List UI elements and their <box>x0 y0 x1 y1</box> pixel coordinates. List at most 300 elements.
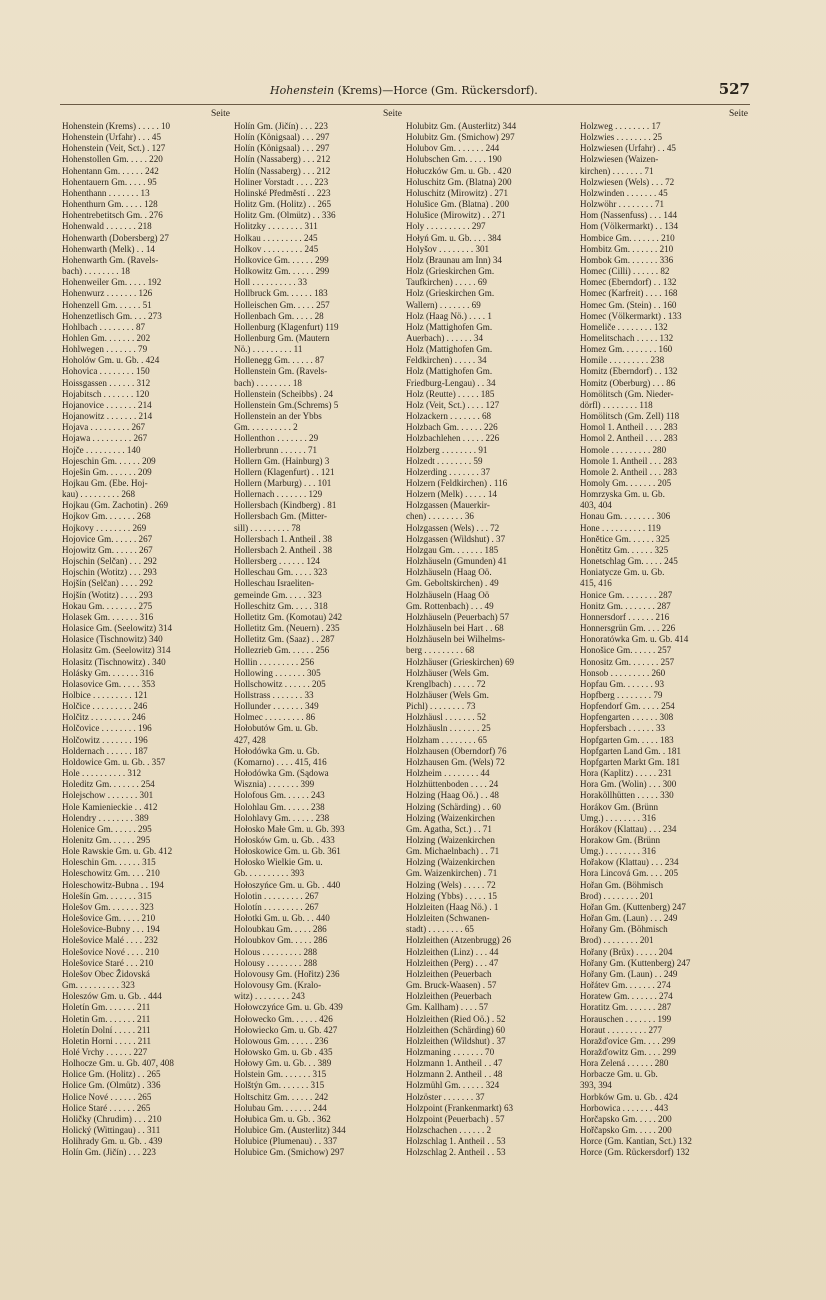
index-entry: Holzbachlehen . . . . . 226 <box>406 433 500 444</box>
index-entry: Holzmaning . . . . . . . 70 <box>406 1046 495 1057</box>
index-entry: Gm. Rottenbach) . . . 49 <box>406 600 494 611</box>
index-entry: Hojava . . . . . . . . . 267 <box>62 422 146 433</box>
index-entry: Holešín Gm. . . . . . . 315 <box>62 890 152 901</box>
index-entry: Hořany Gm. (Laun) . . 249 <box>580 968 678 979</box>
index-entry: Holice Nové . . . . . . 265 <box>62 1091 152 1102</box>
index-entry: Holleischen Gm. . . . . 257 <box>234 299 330 310</box>
index-entry: Hohenweiler Gm. . . . . 192 <box>62 277 162 288</box>
column-heading <box>406 108 574 121</box>
index-entry: Hollschowitz . . . . . . 205 <box>234 678 326 689</box>
index-entry: Holiner Vorstadt . . . . 223 <box>234 176 329 187</box>
index-entry: Hombitz Gm. . . . . . . 210 <box>580 243 674 254</box>
index-entry: Hohlwegen . . . . . . . 79 <box>62 344 148 355</box>
index-entry: Holetin Horni . . . . . 211 <box>62 1035 152 1046</box>
index-entry: Hollersbach 2. Antheil . 38 <box>234 544 332 555</box>
index-entry: Horbacze Gm. u. Gb. <box>580 1069 658 1080</box>
index-entry: Homole 2. Antheil . . . 283 <box>580 466 677 477</box>
index-entry: Holofous Gm. . . . . . 243 <box>234 790 325 801</box>
index-entry: Hołyń Gm. u. Gb. . . . 384 <box>406 232 502 243</box>
index-entry: Homelitschach . . . . . 132 <box>580 332 674 343</box>
index-entry: Holzleiten (Schwanen- <box>406 913 490 924</box>
index-entry: Gm. Michaelnbach) . . 71 <box>406 846 500 857</box>
index-entry: Hollern (Klagenfurt) . . 121 <box>234 466 335 477</box>
index-entry: Gm. Geboltskirchen) . 49 <box>406 578 499 589</box>
index-column-3 <box>406 108 574 1208</box>
index-entry: Holín (Königsaal) . . . 297 <box>234 143 330 154</box>
index-entry: Holasitz Gm. (Seelowitz) 314 <box>62 645 171 656</box>
index-entry: Hołuczków Gm. u. Gb. . 420 <box>406 165 512 176</box>
index-entry: Hořany Gm. (Böhmisch <box>580 924 668 935</box>
index-entry: Hollern (Marburg) . . . 101 <box>234 478 332 488</box>
index-entry: Hollern Gm. (Hainburg) 3 <box>234 455 330 466</box>
index-entry: Holejschow . . . . . . . 301 <box>62 790 154 801</box>
index-entry: Honitz Gm. . . . . . . . 287 <box>580 600 671 611</box>
index-entry: Holzwiesen (Urfahr) . . 45 <box>580 143 676 154</box>
index-entry: Holzwinden . . . . . . . 45 <box>580 187 668 198</box>
index-entry: Hořakow (Klattau) . . . 234 <box>580 857 679 868</box>
index-entry: Holzackern . . . . . . . 68 <box>406 411 492 422</box>
index-entry: Krenglbach) . . . . . 72 <box>406 678 486 689</box>
index-entry: Hořan Gm. (Kuttenberg) 247 <box>580 901 686 912</box>
index-entry: Holzhäuseln (Peuerbach) 57 <box>406 611 510 622</box>
index-entry: Holz (Reutte) . . . . . 185 <box>406 388 495 399</box>
index-entry: Hohenwarth Gm. (Ravels- <box>62 254 159 265</box>
index-entry: Holštýn Gm. . . . . . . 315 <box>234 1080 325 1091</box>
index-entry: Holeditz Gm. . . . . . . 254 <box>62 779 155 790</box>
index-entry: Holičky (Chrudim) . . . 210 <box>62 1113 162 1124</box>
index-entry: Nö.) . . . . . . . . . 11 <box>234 344 303 355</box>
index-entry: kau) . . . . . . . . . 268 <box>62 489 135 500</box>
index-entry: Horbków Gm. u. Gb. . 424 <box>580 1091 678 1102</box>
index-entry: Holzing (Waizenkirchen <box>406 812 495 823</box>
index-entry: Hołodówka Gm. (Sądowa <box>234 768 329 779</box>
index-entry: Homec (Völkermarkt) . 133 <box>580 310 682 321</box>
index-entry: Hole Rawskie Gm. u. Gb. 412 <box>62 846 173 857</box>
index-entry: sill) . . . . . . . . . 78 <box>234 522 301 533</box>
index-entry: Holzing (Waizenkirchen <box>406 835 495 845</box>
index-entry: Holín Gm. (Jičín) . . . 223 <box>62 1147 156 1158</box>
index-entry: Gm. Bruck-Waasen) . 57 <box>406 980 497 991</box>
index-entry: Holuschitz Gm. (Blatna) 200 <box>406 176 512 187</box>
index-entry: Holkowitz Gm. . . . . . 299 <box>234 266 330 277</box>
index-entry: Holzhäuseln (Gmunden) 41 <box>406 556 508 567</box>
index-entry: Hohentauern Gm. . . . . 95 <box>62 176 157 187</box>
index-entry: Holzing (Schärding) . . 60 <box>406 801 501 812</box>
index-entry: Hopfgarten Gm. . . . . 183 <box>580 734 674 745</box>
index-entry: Hojkovy . . . . . . . . 269 <box>62 522 147 533</box>
index-entry: Holetin Gm. . . . . . . 211 <box>62 1013 151 1024</box>
index-entry: Holy . . . . . . . . . . 297 <box>406 221 486 232</box>
index-entry: Holasitz (Tischnowitz) . 340 <box>62 656 166 667</box>
index-entry: Homec (Cilli) . . . . . . 82 <box>580 266 670 277</box>
index-entry: Holušice (Mirowitz) . . 271 <box>406 210 506 221</box>
index-entry: Holowous Gm. . . . . . 236 <box>234 1035 329 1046</box>
index-entry: Holice Gm. (Olmütz) . 336 <box>62 1080 161 1091</box>
index-entry: Horákov Gm. (Brünn <box>580 801 659 812</box>
index-entry: Hohenthann . . . . . . . 13 <box>62 187 150 198</box>
index-entry: Hollenstein (Scheibbs) . 24 <box>234 388 334 399</box>
index-entry: Gb. . . . . . . . . . 393 <box>234 868 305 879</box>
index-entry: Honsob . . . . . . . . . 260 <box>580 667 666 678</box>
index-entry: Hojowitz Gm. . . . . . 267 <box>62 544 153 555</box>
index-entry: Holzedt . . . . . . . . 59 <box>406 455 483 466</box>
index-entry: Hohenstein (Urfahr) . . . 45 <box>62 132 161 143</box>
index-entry: Holleschitz Gm. . . . . 318 <box>234 600 328 611</box>
index-entry: Hohenwurz . . . . . . . 126 <box>62 288 153 299</box>
index-entry: Holice Gm. (Holitz) . . 265 <box>62 1069 161 1080</box>
index-entry: Hohenwarth (Melk) . . 14 <box>62 243 155 254</box>
index-entry: 415, 416 <box>580 578 612 589</box>
index-entry: Hom (Nassenfuss) . . . 144 <box>580 210 677 221</box>
index-entry: Holohlau Gm. . . . . . 238 <box>234 801 325 812</box>
index-entry: Hopfendorf Gm. . . . . 254 <box>580 701 675 712</box>
index-entry: Holletitz Gm. (Neuern) . 235 <box>234 623 340 634</box>
index-entry: Holzhäuseln (Haag Oö. <box>406 567 492 578</box>
index-entry: Hohenstein (Krems) . . . . . 10 <box>62 121 171 131</box>
index-entry: Holzleithen (Peuerbach <box>406 968 492 979</box>
index-entry: Holešovice Nové . . . . 210 <box>62 946 159 957</box>
index-entry: Hollenegg Gm. . . . . . 87 <box>234 355 325 366</box>
running-head-italic: Hohenstein <box>270 84 335 97</box>
index-entry: Hom (Völkermarkt) . . 134 <box>580 221 678 232</box>
index-entry: Honětice Gm. . . . . . 325 <box>580 533 670 544</box>
index-entry: Hollerbrunn . . . . . . 71 <box>234 444 318 455</box>
index-entry: Hołowy Gm. u. Gb. . . 389 <box>234 1058 332 1069</box>
index-entry: Hojšín (Selčan) . . . . 292 <box>62 578 153 589</box>
index-entry: Honiatycze Gm. u. Gb. <box>580 567 665 578</box>
index-entry: Holzleithen (Wildshut) . 37 <box>406 1035 506 1046</box>
index-entry: Hohlbach . . . . . . . . 87 <box>62 321 146 332</box>
index-entry: Hořčapsko Gm. . . . . 200 <box>580 1125 672 1136</box>
index-entry: Holubov Gm. . . . . . . 244 <box>406 143 500 154</box>
index-entry: Horákov (Klattau) . . . 234 <box>580 823 677 834</box>
index-entry: Holzhäusln . . . . . . . 25 <box>406 723 491 734</box>
index-entry: Hořan Gm. (Böhmisch <box>580 879 664 890</box>
index-entry: Holetín Gm. . . . . . . 211 <box>62 1002 151 1013</box>
index-entry: Holzberg . . . . . . . . 91 <box>406 444 488 455</box>
index-entry: Holčice . . . . . . . . . 246 <box>62 701 148 712</box>
index-entry: Holzleithen (Linz) . . . 44 <box>406 946 499 957</box>
index-entry: Honice Gm. . . . . . . . 287 <box>580 589 673 600</box>
index-entry: stadt) . . . . . . . . 65 <box>406 924 474 935</box>
index-entry: Holdernach . . . . . . 187 <box>62 745 148 756</box>
column-heading: Seite <box>729 109 748 119</box>
index-entry: Holzwöhr . . . . . . . . 71 <box>580 199 665 210</box>
index-column-4 <box>580 108 748 1208</box>
index-entry: Gm. Agatha, Sct.) . . 71 <box>406 823 492 834</box>
index-entry: Hollersbach 1. Antheil . 38 <box>234 533 332 544</box>
index-entry: Homec Gm. (Stein) . . 160 <box>580 299 677 310</box>
index-entry: Hojanovice . . . . . . . 214 <box>62 399 152 410</box>
index-entry: Holzern (Melk) . . . . . 14 <box>406 489 497 500</box>
index-entry: Hohenwarth (Dobersberg) 27 <box>62 232 169 243</box>
index-entry: Honoratówka Gm. u. Gb. 414 <box>580 634 689 645</box>
index-entry: dörfl) . . . . . . . . 118 <box>580 399 653 410</box>
index-entry: Holbice . . . . . . . . . 121 <box>62 689 148 700</box>
index-entry: Hojeschin Gm. . . . . . 209 <box>62 455 156 466</box>
index-entry: 427, 428 <box>234 734 266 745</box>
index-entry: Holotín . . . . . . . . . 267 <box>234 901 319 912</box>
index-entry: Holenitz Gm. . . . . . 295 <box>62 835 151 845</box>
index-entry: Horce (Gm. Kantian, Sct.) 132 <box>580 1136 692 1147</box>
index-entry: Holasice Gm. (Seelowitz) 314 <box>62 623 173 634</box>
running-head-rest: (Krems)—Horce (Gm. Rückersdorf). <box>334 84 538 97</box>
index-entry: Holitz Gm. (Holitz) . . 265 <box>234 199 331 210</box>
index-entry: Holihrady Gm. u. Gb. . 439 <box>62 1136 163 1147</box>
index-entry: Hohlen Gm. . . . . . . 202 <box>62 332 151 343</box>
index-entry: Umg.) . . . . . . . . 316 <box>580 846 656 857</box>
index-entry: Hołowsko Gm. u. Gb . 435 <box>234 1046 333 1057</box>
index-entry: Honětitz Gm. . . . . . 325 <box>580 544 669 555</box>
index-entry: Holz (Braunau am Inn) 34 <box>406 254 502 265</box>
index-entry: Holleschau Gm. . . . . 323 <box>234 567 328 578</box>
index-entry: Holušice Gm. (Blatna) . 200 <box>406 199 510 210</box>
index-entry: Hora Zelená . . . . . . 280 <box>580 1058 669 1069</box>
index-entry: Holzheim . . . . . . . . 44 <box>406 768 490 779</box>
index-entry: Umg.) . . . . . . . . 316 <box>580 812 656 823</box>
index-entry: Hopfgarten Markt Gm. 181 <box>580 756 681 767</box>
index-entry: Holmec . . . . . . . . . 86 <box>234 712 316 723</box>
index-entry: Holzwies . . . . . . . . 25 <box>580 132 663 143</box>
index-entry: Honošice Gm. . . . . . 257 <box>580 645 672 656</box>
index-entry: Homitz (Eberndorf) . . 132 <box>580 366 678 377</box>
index-entry: bach) . . . . . . . . 18 <box>62 266 130 277</box>
running-head <box>270 84 538 97</box>
index-entry: Hollowing . . . . . . . 305 <box>234 667 321 678</box>
index-entry: Honositz Gm. . . . . . . 257 <box>580 656 675 667</box>
index-entry: Horatitz Gm. . . . . . . 287 <box>580 1002 672 1013</box>
index-entry: Holl . . . . . . . . . . 33 <box>234 277 308 288</box>
index-entry: Holzhausen Gm. (Wels) 72 <box>406 756 505 767</box>
index-entry: Holzwiesen (Wels) . . . 72 <box>580 176 675 187</box>
index-entry: Holásky Gm. . . . . . . 316 <box>62 667 154 678</box>
index-entry: Holčovice . . . . . . . . 196 <box>62 723 152 734</box>
index-entry: Friedburg-Lengau) . . 34 <box>406 377 496 388</box>
index-entry: Holkovice Gm. . . . . . 299 <box>234 254 329 265</box>
index-entry: Honnersdorf . . . . . . 216 <box>580 611 670 622</box>
index-entry: gemeinde Gm. . . . . 323 <box>234 589 322 600</box>
index-entry: Hollersbach (Kindberg) . 81 <box>234 500 337 511</box>
index-entry: Holoubkov Gm. . . . . 286 <box>234 935 328 946</box>
index-entry: Hora (Kaplitz) . . . . . 231 <box>580 768 672 779</box>
index-entry: Hokau Gm. . . . . . . . 275 <box>62 600 153 611</box>
index-entry: Holz (Grieskirchen Gm. <box>406 266 495 277</box>
index-entry: Holzpoint (Frankenmarkt) 63 <box>406 1102 514 1113</box>
index-entry: Holinské Předměstí . . 223 <box>234 187 331 198</box>
index-entry: Holzhäusl . . . . . . . 52 <box>406 712 487 723</box>
index-entry: Holzern (Feldkirchen) . 116 <box>406 478 508 488</box>
index-entry: Hollenstein Gm. (Ravels- <box>234 366 328 377</box>
index-entry: Holendry . . . . . . . . 389 <box>62 812 149 823</box>
index-entry: Holzgassen (Wels) . . . 72 <box>406 522 500 533</box>
index-entry: Hohenwald . . . . . . . 218 <box>62 221 152 232</box>
index-entry: Hoissgassen . . . . . . 312 <box>62 377 151 388</box>
index-entry: Hohenstollen Gm. . . . . 220 <box>62 154 163 165</box>
index-entry: Holzham . . . . . . . . 65 <box>406 734 488 745</box>
index-entry: Homez Gm. . . . . . . . 160 <box>580 344 673 355</box>
index-columns <box>62 108 750 1208</box>
index-entry: Homölitsch (Gm. Nieder- <box>580 388 674 399</box>
index-entry: Holzerding . . . . . . . 37 <box>406 466 491 477</box>
index-entry: Honetschlag Gm. . . . . 245 <box>580 556 678 567</box>
index-entry: Holzhüttenboden . . . . 24 <box>406 779 499 790</box>
index-entry: Hołosko Wielkie Gm. u. <box>234 857 323 868</box>
index-entry: Hojšín (Wotitz) . . . . 293 <box>62 589 153 600</box>
index-entry: Homoly Gm. . . . . . . 205 <box>580 478 672 488</box>
index-entry: Hohentrebetitsch Gm. . 276 <box>62 210 163 221</box>
index-entry: Hollenstein an der Ybbs <box>234 411 322 422</box>
index-entry: Hopfersbach . . . . . . 33 <box>580 723 666 734</box>
index-entry: Holzing (Wels) . . . . . 72 <box>406 879 496 890</box>
index-entry: Holzleithen (Perg) . . . 47 <box>406 957 499 968</box>
index-entry: Hopfau Gm. . . . . . . 93 <box>580 678 665 689</box>
index-entry: Holasek Gm. . . . . . . 316 <box>62 611 154 622</box>
index-entry: Hollernach . . . . . . . 129 <box>234 489 323 500</box>
index-entry: Holzhäuser (Grieskirchen) 69 <box>406 656 515 667</box>
index-entry: Hołobutów Gm. u. Gb. <box>234 723 318 734</box>
index-entry: Holešov Gm. . . . . . . 323 <box>62 901 154 912</box>
index-entry: Holkau . . . . . . . . . 245 <box>234 232 318 243</box>
index-entry: Hohenzell Gm. . . . . . 51 <box>62 299 152 310</box>
index-entry: Holz (Haag Nö.) . . . . 1 <box>406 310 492 321</box>
index-entry: Horažďowitz Gm. . . . 299 <box>580 1046 677 1057</box>
index-entry: Hojschin (Selčan) . . . 292 <box>62 556 157 567</box>
index-entry: Holzhäuseln bei Hart . . 68 <box>406 623 504 634</box>
index-entry: Holovousy Gm. (Hořitz) 236 <box>234 968 340 979</box>
column-heading: Seite <box>383 109 402 119</box>
index-column-1 <box>62 108 230 1208</box>
index-entry: Hollunder . . . . . . . 349 <box>234 701 319 712</box>
index-entry: Holzmühl Gm. . . . . . 324 <box>406 1080 500 1091</box>
index-entry: Holenice Gm. . . . . . 295 <box>62 823 152 834</box>
index-entry: Honnersgrün Gm. . . . 226 <box>580 623 676 634</box>
index-entry: Homitz (Oberburg) . . . 86 <box>580 377 676 388</box>
index-entry: Holzpoint (Peuerbach) . 57 <box>406 1113 505 1124</box>
index-entry: bach) . . . . . . . . 18 <box>234 377 302 388</box>
index-entry: Feldkirchen) . . . . . 34 <box>406 355 487 366</box>
index-entry: Hołodówka Gm. u. Gb. <box>234 745 320 756</box>
index-entry: Horaköllhütten . . . . . 330 <box>580 790 674 801</box>
index-entry: Hojawa . . . . . . . . . 267 <box>62 433 148 444</box>
index-entry: Holovousy Gm. (Kralo- <box>234 980 322 991</box>
index-entry: Holitzky . . . . . . . . 311 <box>234 221 318 232</box>
index-entry: Holzing (Waizenkirchen <box>406 857 495 868</box>
index-entry: Holz (Mattighofen Gm. <box>406 366 493 377</box>
index-entry: Holzing (Ybbs) . . . . . 15 <box>406 890 497 901</box>
index-entry: Hollenbach Gm. . . . . 28 <box>234 310 324 321</box>
index-entry: Holický (Wittingau) . . 311 <box>62 1125 161 1136</box>
index-entry: Holohlavy Gm. . . . . . 238 <box>234 812 330 823</box>
index-entry: witz) . . . . . . . . 243 <box>234 991 305 1002</box>
index-entry: Taufkirchen) . . . . . 69 <box>406 277 487 288</box>
index-entry: Holz (Mattighofen Gm. <box>406 321 493 332</box>
index-entry: Gm. Kallham) . . . . 57 <box>406 1002 489 1013</box>
index-entry: Holzhausen (Oberndorf) 76 <box>406 745 507 756</box>
index-entry: Holzing (Haag Oö.) . . 48 <box>406 790 499 801</box>
index-entry: Hojanowitz . . . . . . . 214 <box>62 411 153 422</box>
index-entry: Hopfberg . . . . . . . . 79 <box>580 689 663 700</box>
index-entry: Holdowice Gm. u. Gb. . 357 <box>62 756 166 767</box>
index-entry: Homeliče . . . . . . . . 132 <box>580 321 668 332</box>
index-entry: Homec (Eberndorf) . . 132 <box>580 277 677 288</box>
index-entry: Hołubica Gm. u. Gb. . 362 <box>234 1113 331 1124</box>
index-entry: Holz (Grieskirchen Gm. <box>406 288 495 299</box>
index-column-2 <box>234 108 402 1208</box>
index-entry: Hopfengarten . . . . . . 308 <box>580 712 674 723</box>
index-entry: Hollin . . . . . . . . . 256 <box>234 656 315 667</box>
index-entry: Holubice (Plumenau) . . 337 <box>234 1136 338 1147</box>
index-entry: Hoješin Gm. . . . . . . 209 <box>62 466 152 477</box>
index-entry: Holetín Dolní . . . . . 211 <box>62 1024 151 1035</box>
index-entry: Horakow Gm. (Brünn <box>580 835 661 845</box>
index-entry: Holasice (Tischnowitz) 340 <box>62 634 163 645</box>
index-entry: Hone . . . . . . . . . . 119 <box>580 522 661 533</box>
index-entry: Hořany (Brüx) . . . . . 204 <box>580 946 673 957</box>
index-entry: Hollbruck Gm. . . . . . 183 <box>234 288 328 299</box>
index-entry: Holoubkau Gm. . . . . 286 <box>234 924 327 935</box>
column-heading: Seite <box>211 109 230 119</box>
index-entry: Hohovica . . . . . . . . 150 <box>62 366 150 377</box>
index-entry: Holleschau Israeliten- <box>234 578 315 589</box>
index-entry: Gm. Waizenkirchen) . 71 <box>406 868 498 879</box>
index-entry: Holzschachen . . . . . . 2 <box>406 1125 492 1136</box>
index-entry: Homole 1. Antheil . . . 283 <box>580 455 677 466</box>
index-entry: Horauschen . . . . . . . 199 <box>580 1013 672 1024</box>
index-entry: Holín (Nassaberg) . . . 212 <box>234 154 331 165</box>
index-entry: Holzleithen (Ried Oö.) . 52 <box>406 1013 506 1024</box>
index-entry: Horce (Gm. Rückersdorf) 132 <box>580 1147 690 1158</box>
index-entry: Hoholów Gm. u. Gb. . 424 <box>62 355 160 366</box>
index-entry: kirchen) . . . . . . . 71 <box>580 165 654 176</box>
index-entry: Holuschitz (Mirowitz) . 271 <box>406 187 509 198</box>
index-entry: Hora Gm. (Wolin) . . . 300 <box>580 779 677 790</box>
index-entry: Holeschowitz Gm. . . . 210 <box>62 868 160 879</box>
index-entry: Holzgassen (Wildshut) . 37 <box>406 533 506 544</box>
index-entry: chen) . . . . . . . . 36 <box>406 511 474 522</box>
index-entry: Wisznia) . . . . . . . 399 <box>234 779 315 790</box>
index-entry: Honau Gm. . . . . . . . 306 <box>580 511 671 522</box>
index-entry: Hollersberg . . . . . . 124 <box>234 556 320 567</box>
index-entry: Holz (Veit, Sct.) . . . . 127 <box>406 399 500 410</box>
index-entry: Hołowiecko Gm. u. Gb. 427 <box>234 1024 338 1035</box>
index-entry: 393, 394 <box>580 1080 612 1091</box>
index-entry: Holzhäuser (Wels Gm. <box>406 689 489 700</box>
index-entry: Holešov Obec Židovská <box>62 968 150 979</box>
index-entry: Hořany Gm. (Kuttenberg) 247 <box>580 957 691 968</box>
index-entry: Holzschlag 1. Antheil . . 53 <box>406 1136 506 1147</box>
index-entry: Pichl) . . . . . . . . 73 <box>406 701 476 712</box>
index-entry: Holzleithen (Atzenbrugg) 26 <box>406 935 512 946</box>
index-entry: Holeschin Gm. . . . . . 315 <box>62 857 156 868</box>
index-entry: Hołowczyńce Gm. u. Gb. 439 <box>234 1002 343 1013</box>
index-entry: Holubschen Gm. . . . . 190 <box>406 154 502 165</box>
index-entry: Holešovice Gm. . . . . 210 <box>62 913 156 924</box>
index-entry: Holz (Mattighofen Gm. <box>406 344 493 355</box>
index-entry: Holhocze Gm. u. Gb. 407, 408 <box>62 1058 174 1069</box>
index-entry: Hohenstein (Veit, Sct.) . 127 <box>62 143 166 154</box>
index-entry: Holzmann 2. Antheil . . 48 <box>406 1069 503 1080</box>
index-entry: Hojkov Gm. . . . . . . 268 <box>62 511 151 522</box>
index-entry: Hołoszyńce Gm. u. Gb. . 440 <box>234 879 341 890</box>
index-entry: Holeszów Gm. u. Gb. . 444 <box>62 991 162 1002</box>
index-entry: Horatew Gm. . . . . . . 274 <box>580 991 673 1002</box>
index-entry: Hołotki Gm. u. Gb. . . 440 <box>234 913 330 924</box>
index-entry: Hollezrieb Gm. . . . . . 256 <box>234 645 330 656</box>
index-entry: Hohenzetlisch Gm. . . . 273 <box>62 310 162 321</box>
index-entry: Hole Kamienieckie . . 412 <box>62 801 158 812</box>
index-entry: Holitz Gm. (Olmütz) . . 336 <box>234 210 336 221</box>
index-entry: Homec (Karfreit) . . . . 168 <box>580 288 678 299</box>
